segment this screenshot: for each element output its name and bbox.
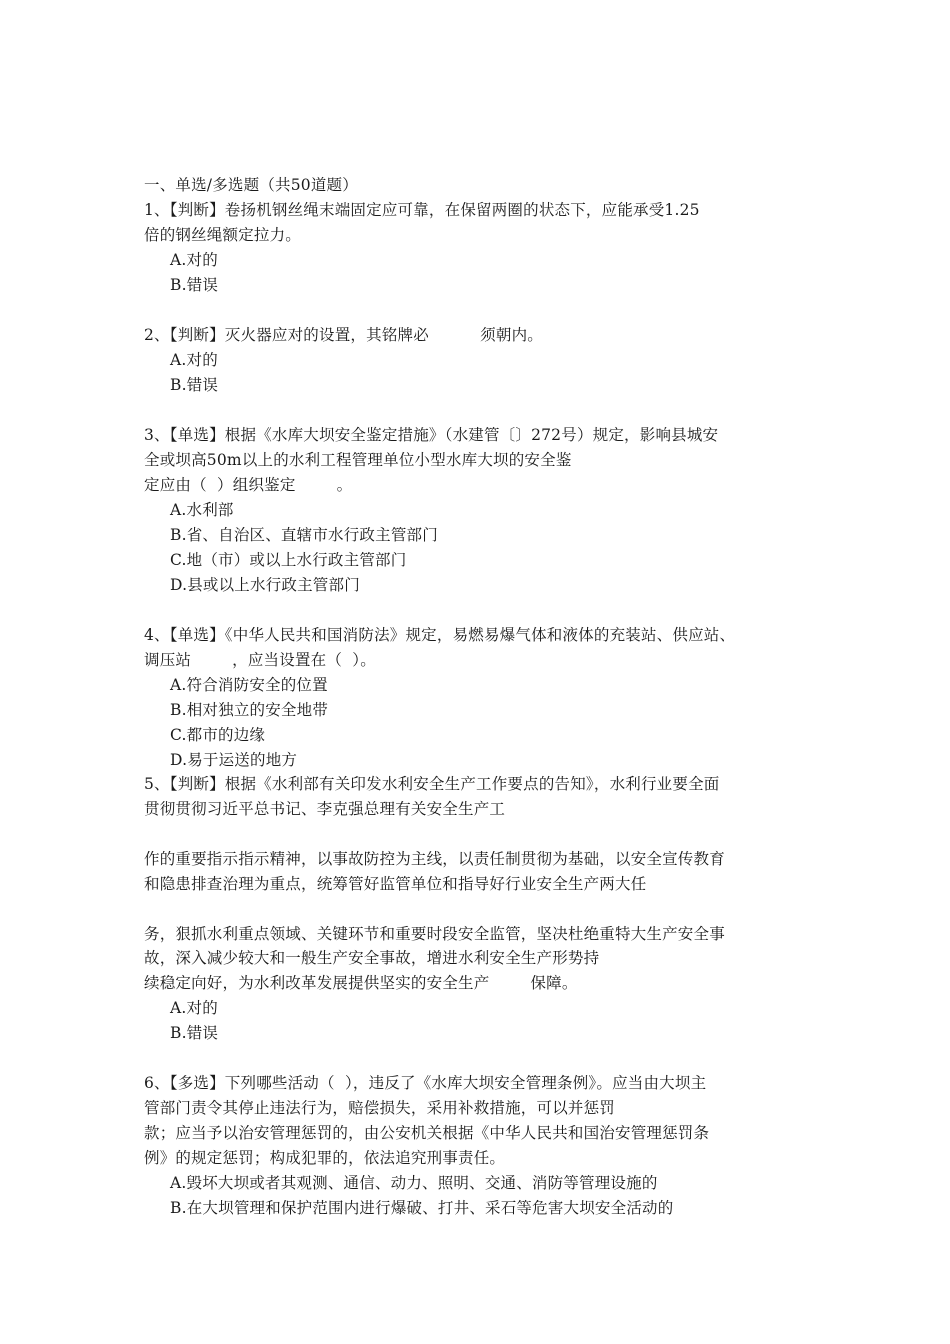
question-3-option-a: A.水利部 <box>170 501 234 519</box>
question-3-option-c: C.地（市）或以上水行政主管部门 <box>170 551 407 569</box>
question-5-line-5: 务，狠抓水利重点领域、关键环节和重要时段安全监管，坚决杜绝重特大生产安全事 <box>144 925 725 943</box>
question-4-line-1: 4、【单选】《中华人民共和国消防法》规定，易燃易爆气体和液体的充装站、供应站、 <box>144 626 736 644</box>
question-2-option-a: A.对的 <box>170 351 218 369</box>
question-3-line-1: 3、【单选】根据《水库大坝安全鉴定措施》（水建管〔〕272号）规定，影响县城安 <box>144 426 719 444</box>
question-3-line-3: 定应由（ ）组织鉴定 。 <box>144 476 353 494</box>
section-title: 一、单选/多选题（共50道题） <box>144 176 358 194</box>
question-6-line-4: 例》的规定惩罚；构成犯罪的，依法追究刑事责任。 <box>144 1149 506 1167</box>
question-6-line-3: 款；应当予以治安管理惩罚的，由公安机关根据《中华人民共和国治安管理惩罚条 <box>144 1124 710 1142</box>
question-5-line-7: 续稳定向好，为水利改革发展提供坚实的安全生产 保障。 <box>144 974 578 992</box>
question-2-option-b: B.错误 <box>170 376 219 394</box>
question-6-option-a: A.毁坏大坝或者其观测、通信、动力、照明、交通、消防等管理设施的 <box>170 1174 658 1192</box>
question-3-option-d: D.县或以上水行政主管部门 <box>170 576 360 594</box>
question-5-line-3: 作的重要指示指示精神，以事故防控为主线，以责任制贯彻为基础，以安全宣传教育 <box>144 850 725 868</box>
question-5-option-a: A.对的 <box>170 999 218 1017</box>
question-1-line-1: 1、【判断】卷扬机钢丝绳末端固定应可靠，在保留两圈的状态下，应能承受1.25 <box>144 201 700 219</box>
question-1-option-b: B.错误 <box>170 276 219 294</box>
question-4-option-b: B.相对独立的安全地带 <box>170 701 329 719</box>
question-5-line-6: 故，深入减少较大和一般生产安全事故，增进水利安全生产形势持 <box>144 949 600 967</box>
question-5-line-4: 和隐患排查治理为重点，统筹管好监管单位和指导好行业安全生产两大任 <box>144 875 647 893</box>
question-1-option-a: A.对的 <box>170 251 218 269</box>
question-3-line-2: 全或坝高50m以上的水利工程管理单位小型水库大坝的安全鉴 <box>144 451 572 469</box>
question-4-option-c: C.都市的边缘 <box>170 726 266 744</box>
question-6-line-2: 管部门责令其停止违法行为，赔偿损失，采用补救措施，可以并惩罚 <box>144 1099 616 1117</box>
question-4-option-a: A.符合消防安全的位置 <box>170 676 328 694</box>
question-5-option-b: B.错误 <box>170 1024 219 1042</box>
question-4-line-2: 调压站 ，应当设置在（ ）。 <box>144 651 376 669</box>
question-3-option-b: B.省、自治区、直辖市水行政主管部门 <box>170 526 438 544</box>
question-1-line-2: 倍的钢丝绳额定拉力。 <box>144 226 302 244</box>
question-6-line-1: 6、【多选】下列哪些活动（ ），违反了《水库大坝安全管理条例》。应当由大坝主 <box>144 1074 707 1092</box>
question-6-option-b: B.在大坝管理和保护范围内进行爆破、打井、采石等危害大坝安全活动的 <box>170 1199 674 1217</box>
question-5-line-1: 5、【判断】根据《水利部有关印发水利安全生产工作要点的告知》，水利行业要全面 <box>144 775 720 793</box>
question-2-line-1: 2、【判断】灭火器应对的设置，其铭牌必 须朝内。 <box>144 326 543 344</box>
question-4-option-d: D.易于运送的地方 <box>170 751 298 769</box>
question-5-line-2: 贯彻贯彻习近平总书记、李克强总理有关安全生产工 <box>144 800 506 818</box>
